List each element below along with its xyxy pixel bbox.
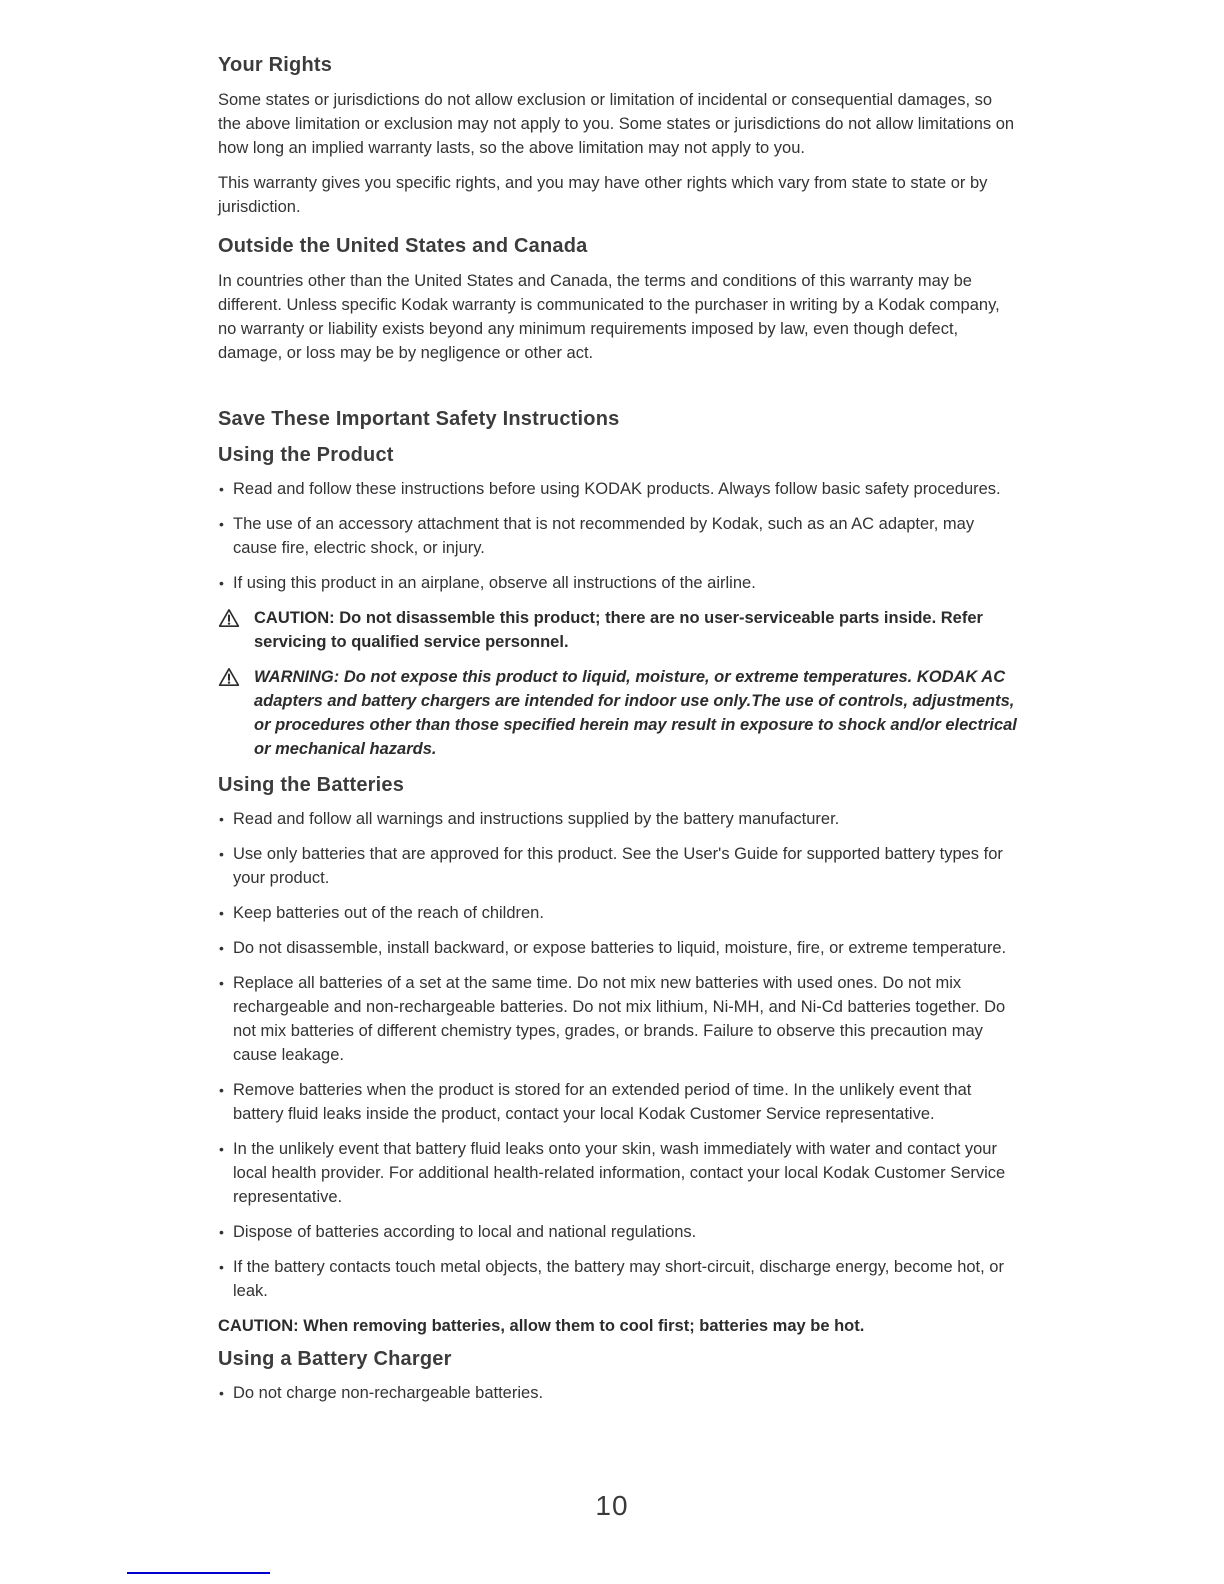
list-item: • Keep batteries out of the reach of children.: [218, 901, 1018, 925]
heading-your-rights: Your Rights: [218, 54, 333, 76]
caution-notice: [218, 606, 1018, 654]
list-item: • If using this product in an airplane, observe all instructions of the airline.: [218, 571, 1018, 595]
warning-text: WARNING: Do not expose this product to liquid, moisture, or extreme temperatures. KODAK AC adapters and battery chargers are intended for indoor use only.The use of controls, adjustments, or procedures other than those specified herein may result in exposure to shock and/or electrical or mechanical hazards.: [254, 668, 1017, 758]
heading-outside-us-canada: Outside the United States and Canada: [218, 235, 588, 257]
page-number: 10: [595, 1490, 629, 1521]
list-item: • Do not disassemble, install backward, or expose batteries to liquid, moisture, fire, or extreme temperature.: [218, 936, 1018, 960]
heading-safety-instructions: Save These Important Safety Instructions: [218, 408, 620, 430]
caution-text: CAUTION: Do not disassemble this product; there are no user-serviceable parts inside. Refer servicing to qualified service personnel.: [254, 609, 983, 651]
list-item: • Read and follow these instructions before using KODAK products. Always follow basic safety procedures.: [218, 477, 1018, 501]
page-content: [218, 52, 1018, 1416]
list-item: • Read and follow all warnings and instructions supplied by the battery manufacturer.: [218, 807, 1018, 831]
footer-rule: [127, 1572, 270, 1574]
warning-triangle-icon: [218, 665, 254, 692]
list-item: • Replace all batteries of a set at the same time. Do not mix new batteries with used ones. Do not mix rechargeable and non-rechargeable batteries. Do not mix lithium, Ni-MH, and Ni-Cd batteries together. Do not mix batteries of different chemistry types, grades, or brands. Failure to observe this precaution may cause leakage.: [218, 971, 1018, 1067]
caution-triangle-icon: [218, 606, 254, 633]
batteries-caution-text: CAUTION: When removing batteries, allow them to cool first; batteries may be hot.: [218, 1317, 865, 1335]
heading-using-product: Using the Product: [218, 444, 394, 466]
your-rights-paragraph-2: This warranty gives you specific rights, and you may have other rights which vary from state to state or by jurisdiction.: [218, 174, 988, 216]
heading-using-battery-charger: Using a Battery Charger: [218, 1348, 452, 1370]
outside-us-paragraph: In countries other than the United States and Canada, the terms and conditions of this warranty may be different. Unless specific Kodak warranty is communicated to the purchaser in writing by a Kodak company, no warranty or liability exists beyond any minimum requirements imposed by law, even though defect, damage, or loss may be by negligence or other act.: [218, 272, 1000, 362]
warning-notice: [218, 665, 1018, 761]
heading-using-batteries: Using the Batteries: [218, 774, 405, 796]
list-item: • Remove batteries when the product is stored for an extended period of time. In the unlikely event that battery fluid leaks inside the product, contact your local Kodak Customer Service representative.: [218, 1078, 1018, 1126]
list-item: • If the battery contacts touch metal objects, the battery may short-circuit, discharge energy, become hot, or leak.: [218, 1255, 1018, 1303]
list-item: • Use only batteries that are approved for this product. See the User's Guide for supported battery types for your product.: [218, 842, 1018, 890]
list-item: • The use of an accessory attachment that is not recommended by Kodak, such as an AC adapter, may cause fire, electric shock, or injury.: [218, 512, 1018, 560]
list-item: • Do not charge non-rechargeable batteries.: [218, 1381, 1018, 1405]
section-spacer: [218, 376, 1018, 406]
your-rights-paragraph-1: Some states or jurisdictions do not allow exclusion or limitation of incidental or consequential damages, so the above limitation or exclusion may not apply to you. Some states or jurisdictions do not allow limitations on how long an implied warranty lasts, so the above limitation may not apply to you.: [218, 91, 1015, 157]
list-item: • Dispose of batteries according to local and national regulations.: [218, 1220, 1018, 1244]
list-item: • In the unlikely event that battery fluid leaks onto your skin, wash immediately with water and contact your local health provider. For additional health-related information, contact your local Kodak Customer Service representative.: [218, 1137, 1018, 1209]
